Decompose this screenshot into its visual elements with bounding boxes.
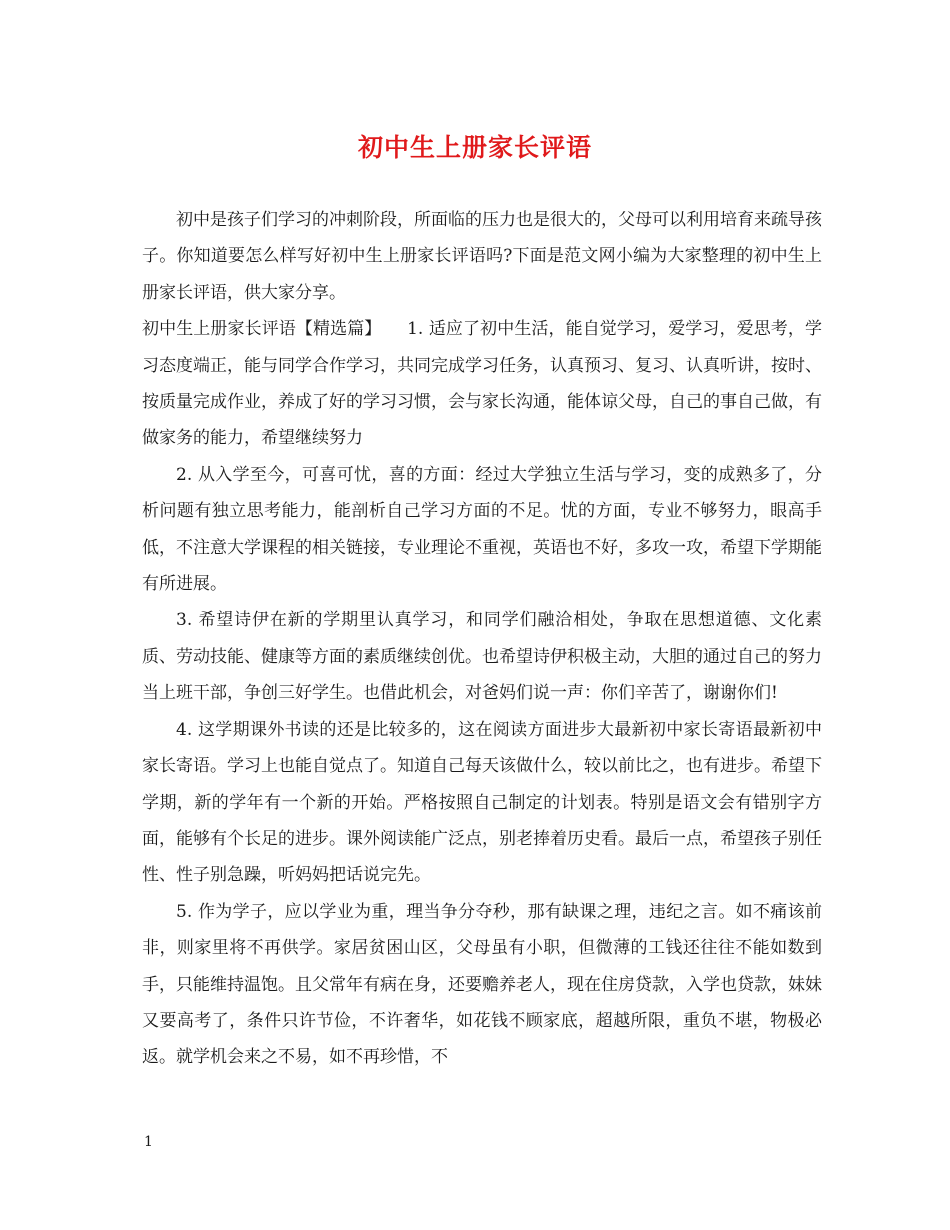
section-paragraph-1 bbox=[142, 311, 822, 457]
item-4-paragraph: 4. 这学期课外书读的还是比较多的，这在阅读方面进步大最新初中家长寄语最新初中家长寄语。学习上也能自觉点了。知道自己每天该做什么，较以前比之，也有进步。希望下学期，新的学年有一个新的开始。严格按照自己制定的计划表。特别是语文会有错别字方面，能够有个长足的进步。课外阅读能广泛点，别老捧着历史看。最后一点，希望孩子别任性、性子别急躁，听妈妈把话说完先。 bbox=[142, 719, 822, 886]
intro-paragraph: 初中是孩子们学习的冲刺阶段，所面临的压力也是很大的，父母可以利用培育来疏导孩子。你知道要怎么样写好初中生上册家长评语吗?下面是范文网小编为大家整理的初中生上册家长评语，供大家分享。 bbox=[142, 210, 822, 303]
item-1-text: 1. 适应了初中生活，能自觉学习，爱学习，爱思考，学习态度端正，能与同学合作学习，共同完成学习任务，认真预习、复习、认真听讲，按时、按质量完成作业，养成了好的学习习惯，会与家长沟通，能体谅父母，自己的事自己做，有做家务的能力，希望继续努力 bbox=[142, 319, 823, 449]
document-body bbox=[142, 202, 822, 1076]
item-3-paragraph: 3. 希望诗伊在新的学期里认真学习，和同学们融洽相处，争取在思想道德、文化素质、劳动技能、健康等方面的素质继续创优。也希望诗伊积极主动，大胆的通过自己的努力当上班干部，争创三好学生。也借此机会，对爸妈们说一声：你们辛苦了，谢谢你们! bbox=[142, 610, 822, 704]
section-heading: 初中生上册家长评语【精选篇】 bbox=[142, 319, 373, 340]
document-title: 初中生上册家长评语 bbox=[357, 133, 592, 162]
item-5-paragraph: 5. 作为学子，应以学业为重，理当争分夺秒，那有缺课之理，违纪之言。如不痛该前非，则家里将不再供学。家居贫困山区，父母虽有小职，但微薄的工钱还往往不能如数到手，只能维持温饱。且父常年有病在身，还要赡养老人，现在住房贷款，入学也贷款，妹妹又要高考了，条件只许节俭，不许奢华，如花钱不顾家底，超越所限，重负不堪，物极必返。就学机会来之不易，如不再珍惜，不 bbox=[142, 901, 822, 1068]
page-number: 1 bbox=[144, 1134, 153, 1150]
item-2-paragraph: 2. 从入学至今，可喜可忧，喜的方面：经过大学独立生活与学习，变的成熟多了，分析问题有独立思考能力，能剖析自己学习方面的不足。忧的方面，专业不够努力，眼高手低，不注意大学课程的相关链接，专业理论不重视，英语也不好，多攻一攻，希望下学期能有所进展。 bbox=[142, 464, 822, 595]
